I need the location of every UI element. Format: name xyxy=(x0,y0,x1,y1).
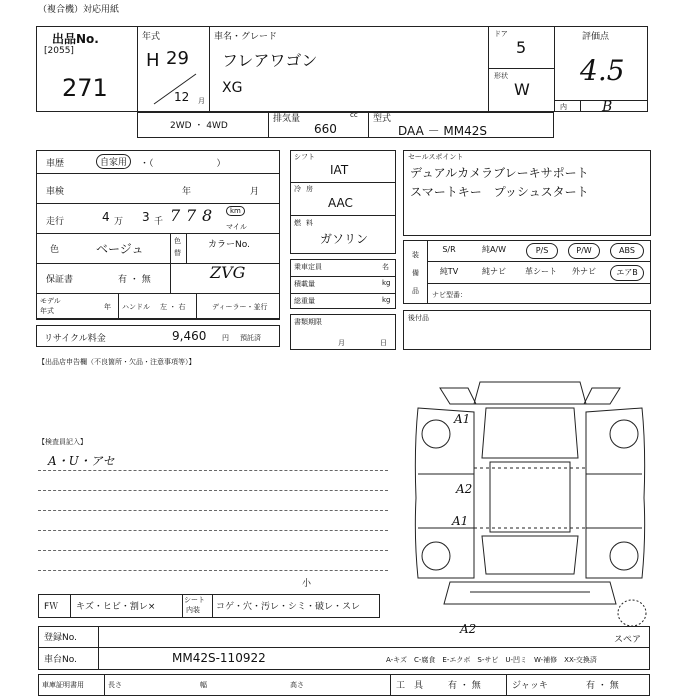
inspector-note: A・U・アセ xyxy=(48,454,115,468)
mileage-handwritten: 7 xyxy=(170,206,181,225)
damage-mark-3: A1 xyxy=(452,514,469,528)
equip-pw: P/W xyxy=(568,243,600,259)
aircon-value: AAC xyxy=(328,196,353,210)
color-no-label: カラーNo. xyxy=(208,240,250,250)
lane-code: [2055] xyxy=(44,46,74,56)
sales-point-1: デュアルカメラブレーキサポート xyxy=(410,166,589,180)
history-label: 車歴 xyxy=(46,159,65,169)
year-value: 29 xyxy=(166,48,189,69)
jack-value: 有 ・ 無 xyxy=(586,681,619,691)
model-label: 車名・グレード xyxy=(214,32,278,42)
equip-abs: ABS xyxy=(610,243,644,259)
damage-mark-2: A2 xyxy=(456,482,473,496)
recycle-value: 9,460 xyxy=(172,329,207,343)
equip-tv: 純TV xyxy=(439,267,459,276)
model-code-value: DAA － MM42S xyxy=(398,124,488,138)
equip-leather: 革シート xyxy=(525,267,557,276)
damage-mark-1: A1 xyxy=(454,412,471,426)
warranty-value: 有 ・ 無 xyxy=(118,275,151,285)
year-label: 年式 xyxy=(142,32,161,42)
equip-ps: P/S xyxy=(526,243,558,259)
tools-value: 有 ・ 無 xyxy=(448,681,481,691)
inspection-label: 車検 xyxy=(46,187,65,197)
handle-value: 左 ・ 右 xyxy=(160,303,186,311)
spare-label: スペア xyxy=(614,635,642,645)
warranty-label: 保証書 xyxy=(46,275,74,285)
chassis-value: MM42S-110922 xyxy=(172,651,266,665)
score-value: 4.5 xyxy=(580,54,625,87)
details-block xyxy=(36,150,280,320)
cert-label: 車庫証明書用 xyxy=(42,681,84,689)
shape-value: W xyxy=(514,80,530,99)
inspector-label: 【検査員記入】 xyxy=(38,438,87,446)
dealer-type: ディーラー・並行 xyxy=(212,303,268,311)
seller-note-label: 【出品店申告欄（不良箇所・欠品・注意事項等）】 xyxy=(38,358,196,366)
equip-airbag: エアB xyxy=(610,265,644,281)
after-market-block xyxy=(403,310,651,350)
doors-label: ドア xyxy=(494,30,508,38)
damage-mark-4: A2 xyxy=(460,622,477,636)
tools-label: 工 具 xyxy=(396,681,424,691)
model-grade: XG xyxy=(222,80,243,96)
equip-nav: 純ナビ xyxy=(482,267,506,276)
jack-label: ジャッキ xyxy=(512,681,548,691)
equip-ext-nav: 外ナビ xyxy=(572,267,596,276)
lot-number: 271 xyxy=(62,74,108,102)
fuel-value: ガソリン xyxy=(320,232,369,246)
interior-value: B xyxy=(602,99,613,115)
registration-label: 登録No. xyxy=(44,633,77,643)
small-note: 小 xyxy=(302,579,312,589)
displacement-label: 排気量 xyxy=(273,114,301,124)
color-no-value: ZVG xyxy=(210,263,246,282)
lot-label: 出品No. xyxy=(52,32,99,46)
damage-legend: A-キズ C-腐食 E-エクボ S-サビ U-凹ミ W-補修 XX-交換済 xyxy=(386,656,597,664)
month-value: 12 xyxy=(174,90,190,104)
mileage-km-unit: km xyxy=(226,206,245,216)
car-damage-diagram xyxy=(410,378,650,614)
shift-value: IAT xyxy=(330,163,349,177)
recycle-label: リサイクル料金 xyxy=(44,334,106,344)
year-slash xyxy=(150,70,200,108)
displacement-value: 660 xyxy=(314,122,337,136)
color-value: ベージュ xyxy=(96,242,144,256)
spare-tire-icon xyxy=(614,598,650,628)
year-era: H xyxy=(146,50,160,71)
history-value: 自家用 xyxy=(96,154,131,169)
drive-type: 2WD ・ 4WD xyxy=(170,121,228,131)
equip-alloy: 純A/W xyxy=(481,245,507,254)
damage-types: キズ・ヒビ・割レ× xyxy=(76,602,156,612)
score-label: 評価点 xyxy=(582,32,610,42)
shape-label: 形状 xyxy=(494,72,508,80)
nav-model-label: ナビ型番： xyxy=(432,291,467,299)
interior-damage-types: コゲ・穴・汚レ・シミ・破レ・スレ xyxy=(216,602,361,612)
equip-sr: S/R xyxy=(442,245,456,254)
form-title: （複合機）対応用紙 xyxy=(38,5,120,15)
mileage-label: 走行 xyxy=(46,217,65,227)
chassis-label: 車台No. xyxy=(44,655,77,665)
bottom-row xyxy=(38,674,650,696)
sales-point-2: スマートキー プッシュスタート xyxy=(410,185,589,199)
doors-value: 5 xyxy=(516,38,527,57)
model-name: フレアワゴン xyxy=(222,51,318,70)
model-code-label: 型式 xyxy=(373,114,392,124)
color-label: 色 xyxy=(50,245,60,255)
